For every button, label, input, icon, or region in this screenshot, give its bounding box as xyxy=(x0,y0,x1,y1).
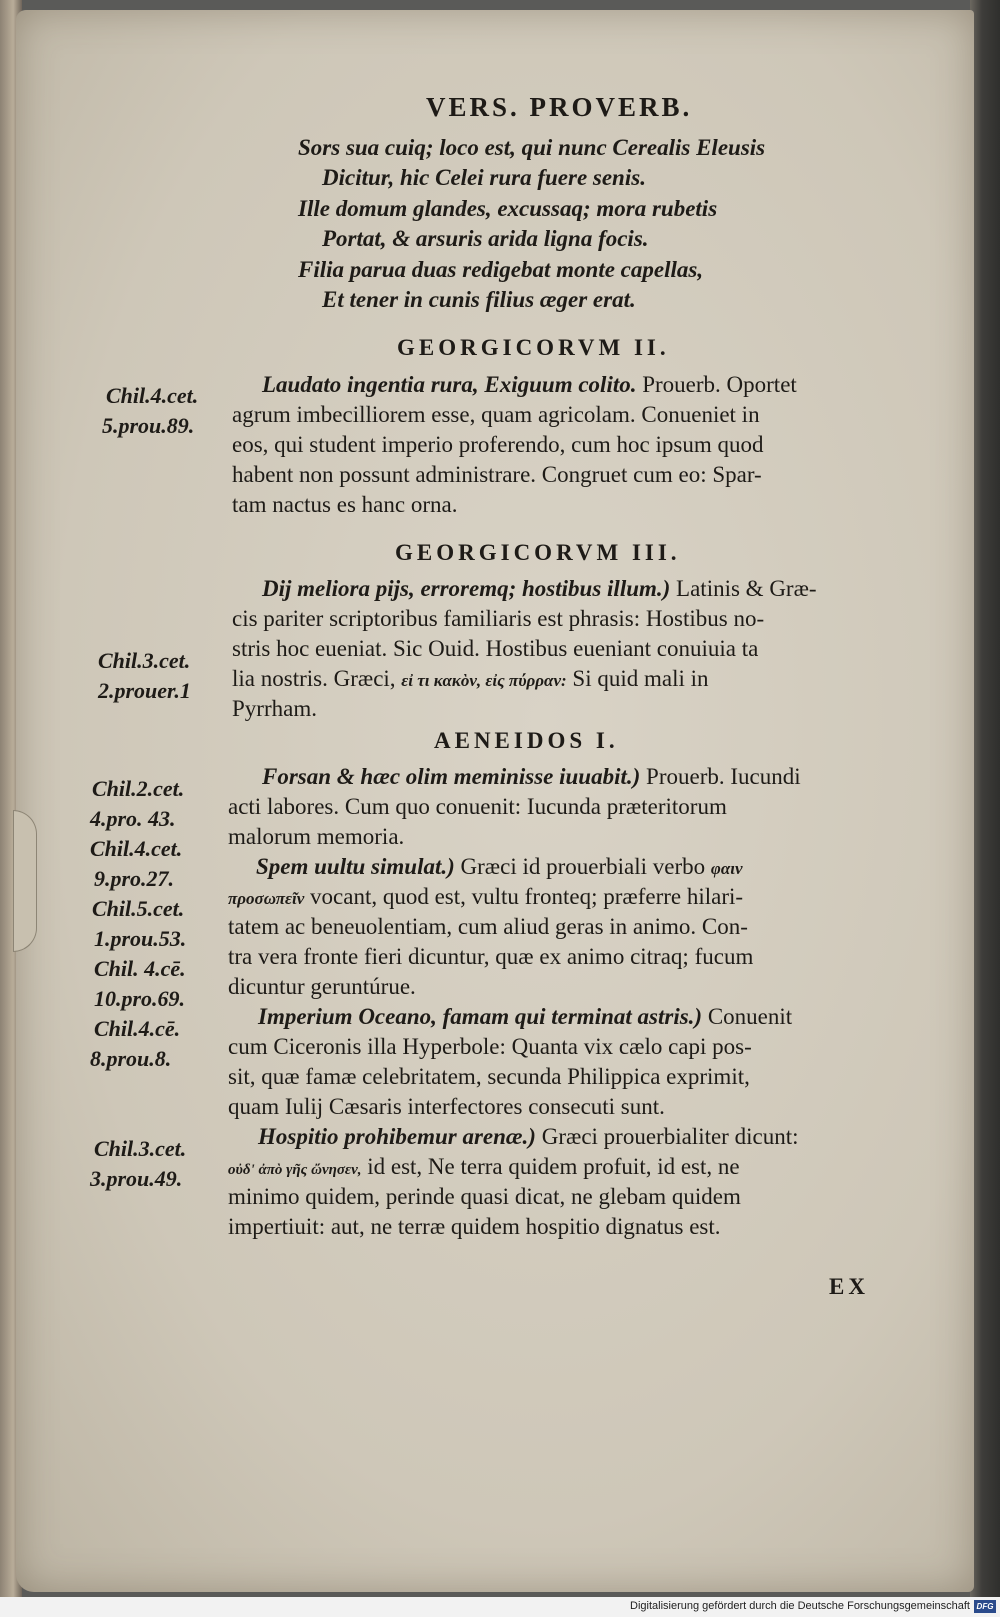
text-line: cum Ciceronis illa Hyperbole: Quanta vix cælo capi pos- xyxy=(228,1034,752,1059)
text-line: sit, quæ famæ celebritatem, secunda Philippica exprimit, xyxy=(228,1064,750,1089)
margin-note: 9.pro.27. xyxy=(94,866,175,891)
greek-phrase: εἰ τι κακὸν, εἰς πύρραν: xyxy=(401,671,567,690)
text-line: Pyrrham. xyxy=(232,696,317,721)
text-line: οὐδ' ἀπὸ γῆς ὤνησεν, id est, Ne terra quidem profuit, id est, ne xyxy=(228,1154,740,1179)
section-heading-georgicorum-2: GEORGICORVM II. xyxy=(397,335,670,360)
text-line: Spem uultu simulat.) Græci id prouerbiali verbo φαιν xyxy=(256,854,743,879)
text-line: acti labores. Cum quo conuenit: Iucunda præteritorum xyxy=(228,794,727,819)
text-line: tra vera fronte fieri dicuntur, quæ ex animo citraq; fucum xyxy=(228,944,754,969)
margin-note: 8.prou.8. xyxy=(90,1046,172,1071)
text-line: agrum imbecilliorem esse, quam agricolam. Conueniet in xyxy=(232,402,760,427)
book-cover-right xyxy=(970,0,1000,1597)
text-line: stris hoc eueniat. Sic Ouid. Hostibus eueniant conuiuia ta xyxy=(232,636,759,661)
verse-line: Ille domum glandes, excussaq; mora rubetis xyxy=(298,196,718,221)
verse-line: Filia parua duas redigebat monte capellas, xyxy=(298,257,704,282)
margin-note: Chil.2.cet. xyxy=(92,776,185,801)
lemma: Dij meliora pijs, erroremq; hostibus illum.) xyxy=(262,576,671,601)
book-page xyxy=(16,10,974,1592)
footer-bar xyxy=(0,1597,1000,1617)
text-line: lia nostris. Græci, εἰ τι κακὸν, εἰς πύρραν: Si quid mali in xyxy=(232,666,709,691)
margin-note: Chil.4.cē. xyxy=(94,1016,181,1041)
margin-note: 4.pro. 43. xyxy=(90,806,176,831)
lemma: Forsan & hæc olim meminisse iuuabit.) xyxy=(262,764,641,789)
text-line: Imperium Oceano, famam qui terminat astris.) Conuenit xyxy=(258,1004,793,1029)
margin-note: Chil.4.cet. xyxy=(106,383,199,408)
text-line: dicuntur geruntúrue. xyxy=(228,974,416,999)
dfg-logo: DFG xyxy=(974,1600,996,1613)
lemma: Spem uultu simulat.) xyxy=(256,854,455,879)
margin-note: 3.prou.49. xyxy=(90,1166,183,1191)
margin-note: 2.prouer.1 xyxy=(98,678,191,703)
margin-note: Chil.4.cet. xyxy=(90,836,183,861)
verse-line: Et tener in cunis filius æger erat. xyxy=(322,287,636,312)
verse-line: Portat, & arsuris arida ligna focis. xyxy=(322,226,649,251)
text-line: tam nactus es hanc orna. xyxy=(232,492,458,517)
footer-credit: Digitalisierung gefördert durch die Deutsche Forschungsgemeinschaft xyxy=(630,1600,970,1612)
text-line: Hospitio prohibemur arenæ.) Græci prouerbialiter dicunt: xyxy=(258,1124,799,1149)
text-line: eos, qui student imperio proferendo, cum hoc ipsum quod xyxy=(232,432,764,457)
text-line: Dij meliora pijs, erroremq; hostibus illum.) Latinis & Græ- xyxy=(262,576,817,601)
greek-word: προσωπεῖν xyxy=(228,889,305,908)
text-line: Forsan & hæc olim meminisse iuuabit.) Prouerb. Iucundi xyxy=(262,764,801,789)
margin-note: Chil. 4.cē. xyxy=(94,956,186,981)
margin-note: 1.prou.53. xyxy=(94,926,187,951)
text-line: cis pariter scriptoribus familiaris est phrasis: Hostibus no- xyxy=(232,606,765,631)
lemma: Laudato ingentia rura, Exiguum colito. xyxy=(262,372,637,397)
page-edge-tab xyxy=(13,810,37,952)
running-head: VERS. PROVERB. xyxy=(426,92,693,122)
text-line: tatem ac beneuolentiam, cum aliud geras in animo. Con- xyxy=(228,914,748,939)
section-heading-aeneidos-1: AENEIDOS I. xyxy=(434,728,619,753)
section-heading-georgicorum-3: GEORGICORVM III. xyxy=(395,540,681,565)
margin-note: Chil.5.cet. xyxy=(92,896,185,921)
margin-note: Chil.3.cet. xyxy=(94,1136,187,1161)
text-line: Laudato ingentia rura, Exiguum colito. Prouerb. Oportet xyxy=(262,372,797,397)
margin-note: 10.pro.69. xyxy=(94,986,186,1011)
lemma: Hospitio prohibemur arenæ.) xyxy=(258,1124,536,1149)
greek-phrase: οὐδ' ἀπὸ γῆς ὤνησεν, xyxy=(228,1162,362,1178)
greek-word: φαιν xyxy=(710,859,743,878)
text-line: quam Iulij Cæsaris interfectores consecuti sunt. xyxy=(228,1094,665,1119)
margin-note: 5.prou.89. xyxy=(102,413,195,438)
text-line: habent non possunt administrare. Congruet cum eo: Spar- xyxy=(232,462,762,487)
lemma: Imperium Oceano, famam qui terminat astris.) xyxy=(258,1004,703,1029)
text-line: προσωπεῖν vocant, quod est, vultu fronteq; præferre hilari- xyxy=(228,884,744,909)
verse-line: Sors sua cuiq; loco est, qui nunc Cerealis Eleusis xyxy=(298,135,766,160)
text-line: impertiuit: aut, ne terræ quidem hospitio dignatus est. xyxy=(228,1214,721,1239)
text-line: minimo quidem, perinde quasi dicat, ne glebam quidem xyxy=(228,1184,741,1209)
catchword: EX xyxy=(829,1274,869,1299)
verse-line: Dicitur, hic Celei rura fuere senis. xyxy=(322,165,646,190)
margin-note: Chil.3.cet. xyxy=(98,648,191,673)
text-line: malorum memoria. xyxy=(228,824,405,849)
